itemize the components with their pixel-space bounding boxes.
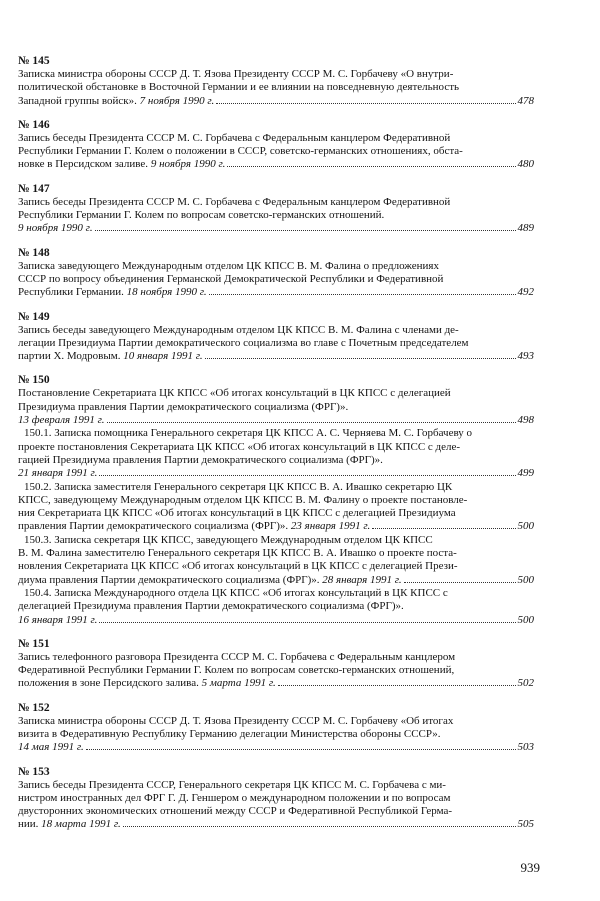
- sub-entry-tail: [18, 614, 534, 627]
- entry-tail: [18, 741, 534, 754]
- page-number: 493: [517, 350, 534, 363]
- sub-entry-text-line: гацией Президиума правления Партии демократического социализма (ФРГ)».: [18, 453, 383, 466]
- entry-text-line: Записка министра обороны СССР Д. Т. Язова Президенту СССР М. С. Горбачеву «О внутри-: [18, 68, 454, 80]
- leader-dots: [107, 422, 516, 423]
- entry-text-line: политической обстановке в Восточной Германии и ее влиянии на повседневную деятельность: [18, 81, 460, 94]
- entry-date: 18 марта 1991 г.: [41, 818, 121, 831]
- page-number: 500: [517, 520, 534, 533]
- entry-date: 10 января 1991 г.: [123, 350, 203, 363]
- entry-number: № 151: [18, 637, 50, 650]
- sub-entry-text-line: 150.2. Записка заместителя Генерального секретаря ЦК КПСС В. А. Ивашко секретарю ЦК: [24, 480, 453, 493]
- entry-text-line: Республики Германии Г. Колем о положении в СССР, советско-германских отношениях, обста-: [18, 145, 463, 158]
- entry-text-line: Запись беседы заведующего Международным отделом ЦК КПСС В. М. Фалина с членами де-: [18, 323, 459, 336]
- entry-date: 28 января 1991 г.: [322, 573, 402, 586]
- entry-date: 9 ноября 1990 г.: [18, 222, 93, 235]
- entry-last-line: нии.: [18, 818, 39, 831]
- entry-text-line: Записка министра обороны СССР Д. Т. Язова Президенту СССР М. С. Горбачеву «Об итогах: [18, 714, 454, 727]
- entry-text-line: нистром иностранных дел ФРГ Г. Д. Геншером о международном положении и по вопросам: [18, 791, 451, 804]
- entry-date: 23 января 1991 г.: [290, 520, 371, 533]
- toc-entry-150: [18, 373, 534, 626]
- entry-number: № 150: [18, 374, 50, 387]
- leader-dots: [404, 582, 516, 583]
- sub-entry-text-line: В. М. Фалина заместителю Генерального секретаря ЦК КПСС В. А. Ивашко о проекте поста-: [18, 547, 457, 560]
- entry-number: № 147: [18, 182, 50, 195]
- entry-text-line: визита в Федеративную Республику Германию делегации Министерства обороны СССР».: [18, 727, 441, 740]
- leader-dots: [209, 294, 516, 295]
- sub-entry-text-line: 150.1. Записка помощника Генерального секретаря ЦК КПСС А. С. Черняева М. С. Горбачеву о: [24, 427, 473, 440]
- entry-last-line: положения в зоне Персидского залива.: [18, 677, 199, 690]
- entry-text-line: Записка заведующего Международным отделом ЦК КПСС В. М. Фалина о предложениях: [18, 259, 439, 272]
- sub-entry-text-line: ния Секретариата ЦК КПСС «Об итогах консультаций в ЦК КПСС с делегацией Президиума: [18, 507, 456, 520]
- entry-date: 16 января 1991 г.: [18, 613, 98, 626]
- entry-date: 9 ноября 1990 г.: [150, 158, 226, 171]
- toc-entry-153: [18, 765, 534, 832]
- entry-number: № 149: [18, 310, 50, 323]
- page-number: 480: [517, 158, 534, 171]
- page-number: 489: [517, 222, 534, 235]
- leader-dots: [86, 749, 516, 750]
- toc-entry-149: [18, 310, 534, 364]
- entry-text-line: Запись беседы Президента СССР М. С. Горбачева с Федеральным канцлером Федеративной: [18, 195, 451, 208]
- entry-tail: [18, 677, 534, 690]
- entry-text-line: легации Президиума Партии демократического социализма во главе с Почетным председателем: [18, 336, 469, 349]
- toc-entry-152: [18, 701, 534, 755]
- entry-number: № 148: [18, 246, 50, 259]
- entry-text-line: Республики Германии Г. Колем по вопросам советско-германских отношений.: [18, 209, 385, 222]
- entry-date: 7 ноября 1990 г.: [139, 94, 215, 107]
- sub-entry-tail: [18, 574, 534, 587]
- leader-dots: [99, 622, 515, 623]
- entry-text-line: СССР по вопросу объединения Германской Демократической Республики и Федеративной: [18, 272, 444, 285]
- entry-last-line: Республики Германии.: [18, 286, 124, 299]
- entry-date: 5 марта 1991 г.: [201, 677, 276, 690]
- leader-dots: [216, 103, 515, 104]
- page-number: 500: [517, 613, 534, 626]
- sub-entry-tail: [18, 467, 534, 480]
- entry-tail: [18, 158, 534, 171]
- page-number: 503: [517, 741, 534, 754]
- toc-entry-147: [18, 182, 534, 236]
- entry-number: № 146: [18, 118, 50, 131]
- page-number: 502: [517, 677, 534, 690]
- leader-dots: [205, 358, 516, 359]
- page-number: 478: [517, 94, 534, 107]
- entry-date: 14 мая 1991 г.: [18, 741, 84, 754]
- sub-entry-tail: [18, 520, 534, 533]
- table-of-contents: [18, 54, 534, 842]
- entry-text-line: Запись телефонного разговора Президента СССР М. С. Горбачева с Федеральным канцлером: [18, 650, 456, 663]
- leader-dots: [95, 230, 516, 231]
- entry-number: № 153: [18, 765, 50, 778]
- entry-tail: [18, 414, 534, 427]
- sub-entry-text-line: делегацией Президиума правления Партии демократического социализма (ФРГ)».: [18, 600, 404, 613]
- sub-entry-text-line: новления Секретариата ЦК КПСС «Об итогах консультаций в ЦК КПСС с делегацией Прези-: [18, 560, 458, 573]
- entry-text-line: Президиума правления Партии демократического социализма (ФРГ)».: [18, 400, 349, 413]
- entry-tail: [18, 286, 534, 299]
- leader-dots: [227, 166, 515, 167]
- entry-date: 13 февраля 1991 г.: [18, 414, 105, 427]
- entry-last-line: диума правления Партии демократического социализма (ФРГ)».: [18, 573, 320, 586]
- entry-tail: [18, 95, 534, 108]
- page-number: 499: [517, 467, 534, 480]
- leader-dots: [372, 528, 515, 529]
- entry-text-line: двусторонних экономических отношений между СССР и Федеративной Республикой Герма-: [18, 805, 453, 818]
- entry-text-line: Запись беседы Президента СССР М. С. Горбачева с Федеральным канцлером Федеративной: [18, 131, 451, 144]
- toc-entry-145: [18, 54, 534, 108]
- entry-text-line: Федеративной Республики Германии Г. Колем по вопросам советско-германских отношений,: [18, 664, 455, 677]
- entry-number: № 152: [18, 701, 50, 714]
- entry-last-line: партии Х. Модровым.: [18, 350, 121, 363]
- entry-date: 18 ноября 1990 г.: [126, 286, 207, 299]
- entry-last-line: новке в Персидском заливе.: [18, 158, 149, 171]
- entry-text-line: Запись беседы Президента СССР, Генерального секретаря ЦК КПСС М. С. Горбачева с ми-: [18, 778, 446, 791]
- sub-entry-text-line: 150.4. Записка Международного отдела ЦК КПСС «Об итогах консультаций в ЦК КПСС с: [24, 586, 448, 599]
- entry-last-line: Западной группы войск».: [18, 94, 137, 107]
- toc-entry-151: [18, 637, 534, 691]
- page-number: 492: [517, 286, 534, 299]
- entry-tail: [18, 818, 534, 831]
- entry-tail: [18, 222, 534, 235]
- entry-date: 21 января 1991 г.: [18, 467, 98, 480]
- toc-entry-146: [18, 118, 534, 172]
- entry-text-line: Постановление Секретариата ЦК КПСС «Об итогах консультаций в ЦК КПСС с делегацией: [18, 387, 451, 400]
- page-number: 498: [517, 414, 534, 427]
- leader-dots: [99, 475, 515, 476]
- sub-entry-text-line: 150.3. Записка секретаря ЦК КПСС, заведующего Международным отделом ЦК КПСС: [24, 533, 433, 546]
- page-number: 505: [517, 818, 534, 831]
- sub-entry-text-line: КПСС, заведующему Международным отделом ЦК КПСС В. М. Фалину о проекте постановле-: [18, 493, 468, 506]
- leader-dots: [278, 685, 516, 686]
- leader-dots: [123, 826, 516, 827]
- page-number: 500: [517, 573, 534, 586]
- entry-last-line: правления Партии демократического социализма (ФРГ)».: [18, 520, 289, 533]
- entry-number: № 145: [18, 55, 50, 67]
- sub-entry-text-line: проекте постановления Секретариата ЦК КПСС «Об итогах консультаций в ЦК КПСС с деле-: [18, 440, 461, 453]
- toc-entry-148: [18, 246, 534, 300]
- page-folio: 939: [520, 860, 540, 875]
- entry-tail: [18, 350, 534, 363]
